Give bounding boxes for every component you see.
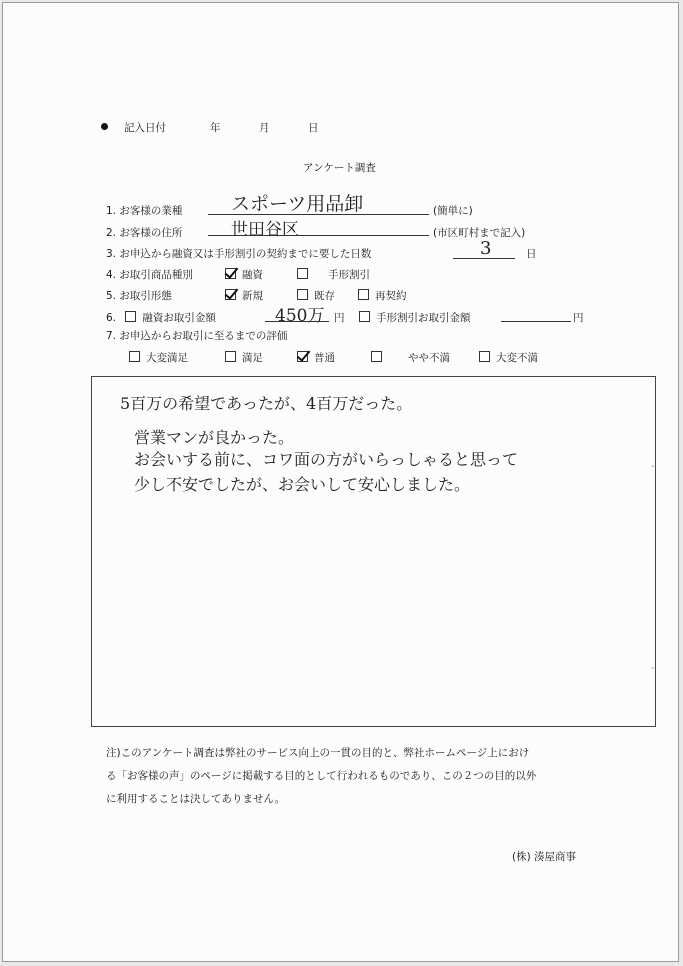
q7-option-label: 大変不満 bbox=[496, 352, 538, 364]
checkbox-icon[interactable] bbox=[371, 351, 382, 362]
comment-line-4: 少し不安でしたが、お会いして安心しました。 bbox=[134, 475, 471, 494]
comment-line-3: お会いする前に、コワ面の方がいらっしゃると思って bbox=[134, 450, 519, 469]
q7-label: お申込からお取引に至るまでの評価 bbox=[119, 330, 288, 342]
q6-label2: 手形割引お取引金額 bbox=[376, 312, 471, 324]
q6-answer[interactable]: 450万 bbox=[275, 306, 325, 326]
q6-underline bbox=[265, 321, 329, 322]
q7-label-row bbox=[106, 328, 287, 343]
q6-label: 融資お取引金額 bbox=[142, 312, 216, 324]
checkbox-checked-icon[interactable] bbox=[297, 351, 308, 362]
q3-number: 3. bbox=[106, 248, 117, 260]
footer-note-line-3: に利用することは決してありません。 bbox=[106, 793, 286, 805]
q4-option-loan-label: 融資 bbox=[242, 269, 263, 281]
month-label: 月 bbox=[259, 122, 270, 134]
q2-underline bbox=[208, 235, 429, 236]
q2-label: お客様の住所 bbox=[119, 227, 183, 239]
q7-option-label: やや不満 bbox=[408, 352, 450, 364]
footer-note-line-2: る「お客様の声」のページに掲載する目的として行われるものであり、この２つの目的以外 bbox=[106, 770, 537, 782]
q1-number: 1. bbox=[106, 205, 117, 217]
q5-option-new[interactable] bbox=[225, 288, 263, 303]
q5-label: お取引形態 bbox=[119, 290, 172, 302]
entry-date-row bbox=[101, 120, 166, 135]
q6-bill-underline bbox=[501, 321, 571, 322]
q4-option-bill-label: 手形割引 bbox=[328, 269, 370, 281]
q1-label-row bbox=[106, 203, 182, 218]
q5-option-existing-label: 既存 bbox=[314, 290, 335, 302]
q5-label-row bbox=[106, 288, 172, 303]
checkbox-checked-icon[interactable] bbox=[225, 268, 236, 279]
q6-unit2: 円 bbox=[573, 312, 584, 324]
margin-mark: - bbox=[651, 461, 655, 472]
q6-number: 6. bbox=[106, 312, 117, 324]
year-label: 年 bbox=[210, 122, 221, 134]
comment-line-2: 営業マンが良かった。 bbox=[134, 428, 295, 447]
q5-option-recontract[interactable] bbox=[358, 288, 407, 303]
q6-unit: 円 bbox=[334, 312, 345, 324]
q2-answer[interactable]: 世田谷区 bbox=[231, 220, 299, 240]
q1-note: (簡単に) bbox=[433, 205, 473, 217]
q1-label: お客様の業種 bbox=[119, 205, 183, 217]
checkbox-icon[interactable] bbox=[225, 351, 236, 362]
q1-answer[interactable]: スポーツ用品卸 bbox=[231, 193, 364, 215]
q3-label: お申込から融資又は手形割引の契約までに要した日数 bbox=[119, 248, 372, 260]
checkbox-icon[interactable] bbox=[129, 351, 140, 362]
q3-label-row bbox=[106, 246, 371, 261]
q7-number: 7. bbox=[106, 330, 117, 342]
q5-number: 5. bbox=[106, 290, 117, 302]
checkbox-icon[interactable] bbox=[125, 311, 136, 322]
q5-option-new-label: 新規 bbox=[242, 290, 263, 302]
q6-label-row bbox=[106, 310, 216, 325]
checkbox-icon[interactable] bbox=[479, 351, 490, 362]
entry-date-label: 記入日付 bbox=[124, 122, 166, 134]
checkbox-checked-icon[interactable] bbox=[225, 289, 236, 300]
q7-option-satisfied[interactable] bbox=[225, 350, 263, 365]
q7-option-label: 普通 bbox=[314, 352, 335, 364]
checkbox-icon[interactable] bbox=[358, 289, 369, 300]
footer-note-line-1: 注)このアンケート調査は弊社のサービス向上の一貫の目的と、弊社ホームページ上におけ bbox=[106, 747, 530, 759]
q4-label: お取引商品種別 bbox=[119, 269, 193, 281]
q5-option-recontract-label: 再契約 bbox=[375, 290, 407, 302]
comment-line-1: 5百万の希望であったが、4百万だった。 bbox=[120, 394, 413, 413]
q7-option-label: 満足 bbox=[242, 352, 263, 364]
company-name: (株) 湊屋商事 bbox=[512, 851, 577, 863]
bullet-icon bbox=[101, 123, 108, 130]
q6-bill-row bbox=[359, 310, 471, 325]
page-title: アンケート調査 bbox=[303, 162, 376, 174]
q7-option-somewhat-dissatisfied[interactable] bbox=[371, 350, 450, 365]
checkbox-icon[interactable] bbox=[297, 268, 308, 279]
q3-unit: 日 bbox=[526, 248, 537, 260]
q4-number: 4. bbox=[106, 269, 117, 281]
q4-option-bill[interactable] bbox=[297, 267, 370, 282]
day-label: 日 bbox=[308, 122, 319, 134]
q4-label-row bbox=[106, 267, 193, 282]
q3-answer[interactable]: 3 bbox=[480, 238, 492, 259]
survey-page bbox=[2, 2, 679, 962]
q7-option-normal[interactable] bbox=[297, 350, 335, 365]
checkbox-icon[interactable] bbox=[297, 289, 308, 300]
q7-option-label: 大変満足 bbox=[146, 352, 188, 364]
q3-underline bbox=[453, 258, 515, 259]
margin-mark: - bbox=[651, 663, 655, 674]
q2-number: 2. bbox=[106, 227, 117, 239]
q2-label-row bbox=[106, 225, 182, 240]
checkbox-icon[interactable] bbox=[359, 311, 370, 322]
q7-option-very-satisfied[interactable] bbox=[129, 350, 188, 365]
q4-option-loan[interactable] bbox=[225, 267, 263, 282]
q2-note: (市区町村まで記入) bbox=[433, 227, 526, 239]
comment-box[interactable] bbox=[91, 376, 656, 727]
q7-option-very-dissatisfied[interactable] bbox=[479, 350, 538, 365]
